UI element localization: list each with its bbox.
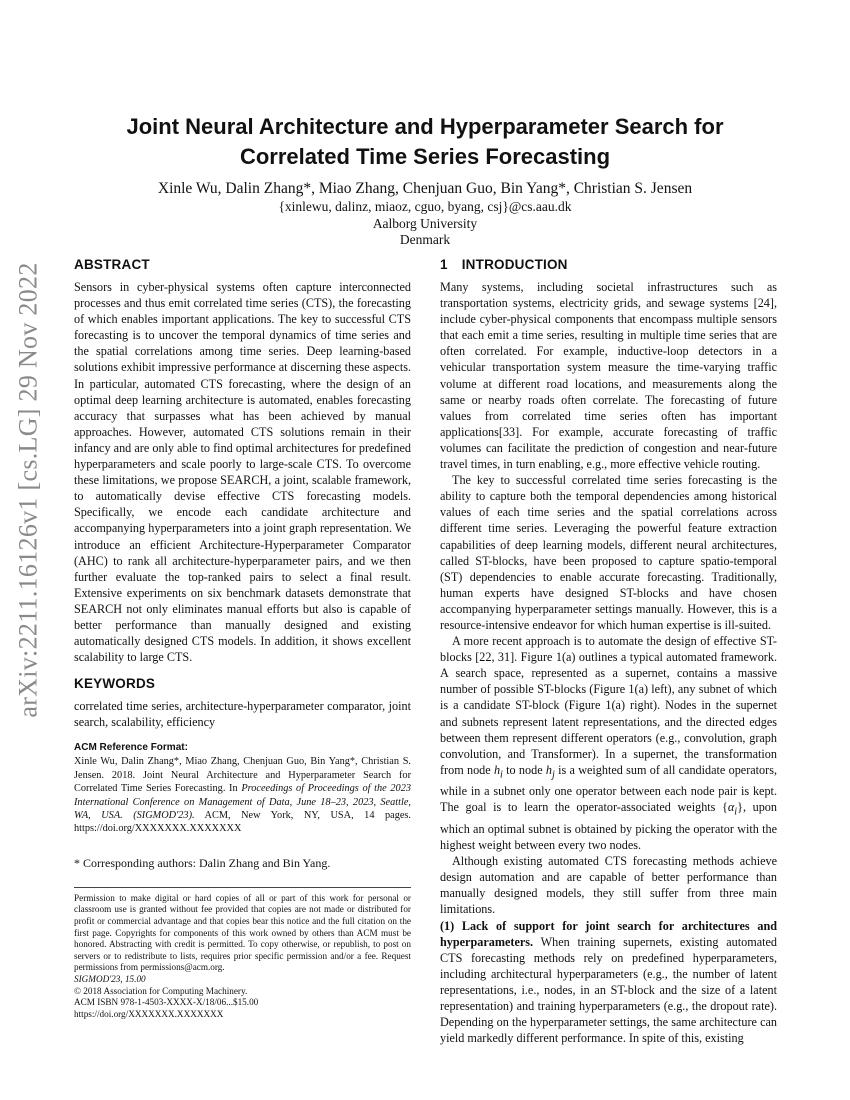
math-h-j-sub: j bbox=[551, 769, 555, 781]
section-title: INTRODUCTION bbox=[461, 257, 568, 272]
arxiv-stamp[interactable]: arXiv:2211.16126v1 [cs.LG] 29 Nov 2022 bbox=[14, 262, 43, 718]
title-line-1: Joint Neural Architecture and Hyperparameter Search for bbox=[126, 114, 724, 139]
intro-p3-part-b: to node bbox=[502, 762, 546, 777]
affiliation bbox=[60, 199, 790, 249]
acm-reference-text bbox=[74, 755, 411, 835]
conference-text: SIGMOD'23, 15.00 bbox=[74, 974, 146, 985]
acm-reference-heading: ACM Reference Format: bbox=[74, 742, 188, 754]
copyright-line: © 2018 Association for Computing Machinery. bbox=[74, 985, 248, 996]
limitation-1-heading: (1) Lack of support for joint search for architectures and hyperparameters. bbox=[440, 918, 777, 949]
intro-paragraph-4: Although existing automated CTS forecasting methods achieve design automation and are capable of better performance than manually designed models, they still suffer from three main limitations. bbox=[440, 854, 777, 917]
author-list: Xinle Wu, Dalin Zhang*, Miao Zhang, Chenjuan Guo, Bin Yang*, Christian S. Jensen bbox=[157, 180, 693, 197]
left-column bbox=[74, 256, 411, 1020]
permission-divider bbox=[74, 887, 411, 888]
conference-line bbox=[74, 974, 411, 986]
arxiv-stamp-container bbox=[4, 262, 54, 718]
math-h-j-base: h bbox=[545, 762, 552, 777]
math-h-j bbox=[545, 762, 555, 781]
right-column bbox=[440, 256, 777, 1046]
keywords-heading: KEYWORDS bbox=[74, 676, 156, 692]
permission-notice: Permission to make digital or hard copies of all or part of this work for personal or classroom use is granted without fee provided that copies are not made or distributed for profit or commercial advantage and that copies bear this notice and the full citation on the first page. Copyrights for components of this work owned by others than ACM must be honored. Abstracting with credit is permitted. To copy otherwise, or republish, to post on servers or to redistribute to lists, requires prior specific permission and/or a fee. Request permissions from permissions@acm.org. bbox=[74, 892, 411, 973]
corresponding-footnote: * Corresponding authors: Dalin Zhang and Bin Yang. bbox=[74, 855, 331, 870]
intro-p3-part-d: }, upon which an optimal subnet is obtained by picking the operator with the highest weight between every two nodes. bbox=[440, 800, 777, 853]
abstract-heading: ABSTRACT bbox=[74, 257, 150, 272]
acm-ref-venue: Proceedings of Proceedings of the 2023 International Conference on Management of Data, June 18–23, 2023, Seattle, WA, USA. (SIGMOD'23). bbox=[74, 783, 411, 822]
isbn-line: ACM ISBN 978-1-4503-XXXX-X/18/06...$15.00 bbox=[74, 997, 259, 1008]
section-number: 1 bbox=[440, 257, 448, 272]
title-line-2: Correlated Time Series Forecasting bbox=[239, 144, 611, 169]
paper-title bbox=[60, 112, 790, 172]
acm-ref-part1: Xinle Wu, Dalin Zhang*, Miao Zhang, Chenjuan Guo, Bin Yang*, Christian S. Jensen. 2018. Joint Neural Architecture and Hyperparameter Search for Correlated Time Series Forecasting. In bbox=[74, 756, 411, 795]
math-alpha-i bbox=[727, 800, 738, 818]
math-alpha-sub: i bbox=[734, 806, 738, 818]
abstract-text: Sensors in cyber-physical systems often capture interconnected processes and thus emit correlated time series (CTS), the forecasting of which enables important applications. The key to successful CTS forecasting is to uncover the temporal dynamics of time series and the spatial correlations among time series. Deep learning-based solutions exhibit impressive performance at discerning these aspects. In particular, automated CTS forecasting, where the design of an optimal deep learning architecture is automated, enables forecasting accuracy that surpasses what has been achieved by manual approaches. However, automated CTS solutions remain in their infancy and are only able to find optimal architectures for predefined hyperparameters and scale poorly to large-scale CTS. To overcome these limitations, we propose SEARCH, a joint, scalable framework, to automatically devise effective CTS forecasting models. Specifically, we encode each candidate architecture and accompanying hyperparameters into a joint graph representation. We introduce an efficient Architecture-Hyperparameter Comparator (AHC) to rank all architecture-hyperparameter pairs, and we then further evaluate the top-ranked pairs to select a final result. Extensive experiments on six benchmark datasets demonstrate that SEARCH not only eliminates manual efforts but also is capable of better performance than manually designed and existing automatically designed CTS models. In addition, it shows excellent scalability to large CTS. bbox=[74, 280, 411, 665]
author-emails: {xinlewu, dalinz, miaoz, cguo, byang, csj}@cs.aau.dk bbox=[278, 199, 572, 214]
intro-paragraph-5 bbox=[440, 918, 777, 1047]
math-h-i-sub: i bbox=[500, 769, 503, 781]
keywords-text: correlated time series, architecture-hyperparameter comparator, joint search, scalability, efficiency bbox=[74, 699, 411, 730]
intro-p3-part-c: is a weighted sum of all candidate operators, while in a subnet only one operator between each node pair is kept. The goal is to learn the operator-associated weights { bbox=[440, 762, 777, 815]
math-h-i-base: h bbox=[493, 762, 501, 777]
acm-ref-part2[interactable]: ACM, New York, NY, USA, 14 pages. https://doi.org/XXXXXXX.XXXXXXX bbox=[74, 810, 412, 835]
university: Aalborg University bbox=[372, 215, 478, 231]
limitation-1-text: When training supernets, existing automated CTS forecasting methods rely on predefined hyperparameters, including architectural hyperparameters (e.g., the number of latent representations, i.e., nodes, in an ST-block and the size of a latent representation) and training hyperparameters (e.g., the dropout rate). Depending on the hyperparameter settings, the same architecture can yield markedly different performance. In spite of this, existing bbox=[440, 934, 777, 1046]
doi-link[interactable]: https://doi.org/XXXXXXX.XXXXXXX bbox=[74, 1008, 224, 1019]
intro-paragraph-2: The key to successful correlated time series forecasting is the ability to capture both the temporal dependencies among historical values of each time series and the spatial correlations across different time series. Leveraging the powerful feature extraction capabilities of deep learning models, different neural architectures, called ST-blocks, have been proposed to capture spatio-temporal (ST) dependencies to enable accurate forecasting. Traditionally, human experts have designed ST-blocks and have chosen accompanying hyperparameter settings manually. However, this is a resource-intensive endeavor for which human expertise is ill-suited. bbox=[440, 473, 777, 632]
intro-p3-part-a: A more recent approach is to automate the design of effective ST-blocks [22, 31]. Figure 1(a) outlines a typical automated framework. A search space, represented as a supernet, contains a massive number of possible ST-blocks (Figure 1(a) left), any subnet of which is a candidate ST-block (Figure 1(a) right). Nodes in the supernet and subnets represent latent representations, and the directed edges between them represent different operators (e.g., convolution, graph convolution, and Transformer). In a supernet, the transformation from node bbox=[440, 634, 777, 777]
intro-paragraph-3 bbox=[440, 633, 777, 853]
country: Denmark bbox=[399, 232, 451, 247]
math-h-i bbox=[493, 762, 503, 781]
intro-paragraph-1: Many systems, including societal infrastructures such as transportation systems, electricity grids, and sewage systems [24], include cyber-physical components that encompass multiple sensors that each emit a time series, resulting in multiple time series that are often correlated. For example, inductive-loop detectors in a vehicular transportation system measure the time-varying traffic volume at different road locations, and measurements along the same or nearby roads often correlate. The forecasting of future values from correlated time series often has important applications[33]. For example, accurate forecasting of traffic volumes can facilitate the prediction of congestion and near-future travel times, in turn enabling, e.g., more effective vehicle routing. bbox=[440, 280, 777, 472]
math-alpha-base: α bbox=[727, 800, 735, 815]
introduction-heading bbox=[440, 256, 777, 273]
